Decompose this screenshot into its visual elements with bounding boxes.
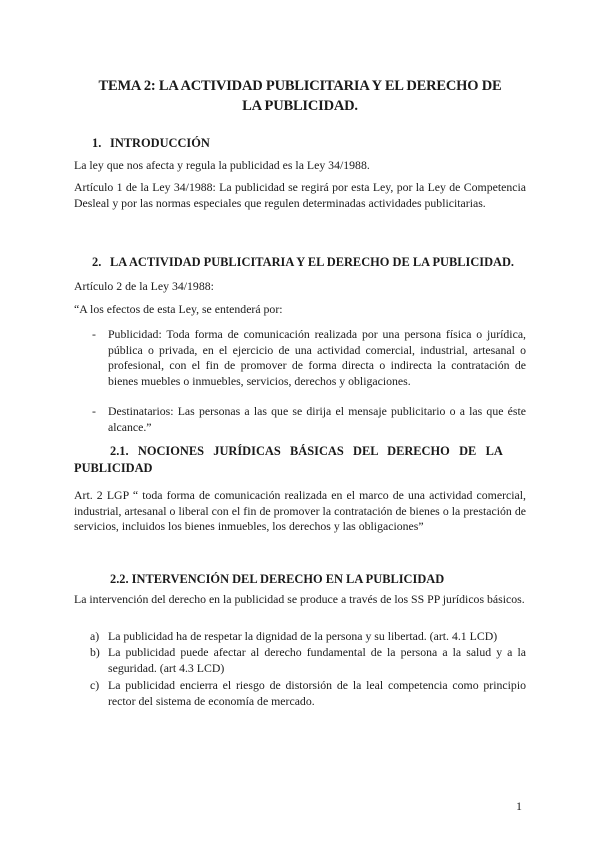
bullet-item-publicidad: Publicidad: Toda forma de comunicación realizada por una persona física o jurídica, pública o privada, en el ejercicio de una actividad comercial, industrial, artesanal o profesional, con el fin de promover de forma directa o indirecta la contratación de bienes muebles o inmuebles, servicios, derechos y obligaciones. [108,327,526,388]
bullet-marker-2: - [92,404,96,418]
list-item-c: La publicidad encierra el riesgo de distorsión de la leal competencia como principio rector del sistema de economía de mercado. [108,678,526,708]
section-1-paragraph-2: Artículo 1 de la Ley 34/1988: La publicidad se regirá por esta Ley, por la Ley de Competencia Desleal y por las normas especiales que regulen determinadas actividades publicitarias. [74,180,526,210]
section-2-2-heading: 2.2. INTERVENCIÓN DEL DERECHO EN LA PUBLICIDAD [110,572,445,586]
list-item-b: La publicidad puede afectar al derecho fundamental de la persona a la salud y a la seguridad. (art 4.3 LCD) [108,645,526,675]
section-1-heading: INTRODUCCIÓN [110,136,210,150]
page-number: 1 [516,799,522,813]
section-2-paragraph-2: “A los efectos de esta Ley, se entenderá por: [74,302,283,316]
bullet-item-destinatarios: Destinatarios: Las personas a las que se dirija el mensaje publicitario o a las que éste alcance.” [108,404,526,434]
bullet-marker-1: - [92,327,96,341]
section-1-paragraph-1: La ley que nos afecta y regula la publicidad es la Ley 34/1988. [74,158,370,172]
section-2-number: 2. [92,255,102,269]
list-marker-c: c) [90,678,100,692]
list-marker-a: a) [90,629,100,643]
section-2-1-heading-line-1: 2.1. NOCIONES JURÍDICAS BÁSICAS DEL DERECHO DE LA [110,444,503,458]
title-line-1: TEMA 2: LA ACTIVIDAD PUBLICITARIA Y EL DERECHO DE [98,78,502,94]
document-title [74,76,526,116]
list-marker-b: b) [90,645,100,659]
section-2-1-heading-line-2: PUBLICIDAD [74,461,153,475]
section-2-paragraph-1: Artículo 2 de la Ley 34/1988: [74,279,214,293]
section-2-1-paragraph: Art. 2 LGP “ toda forma de comunicación realizada en el marco de una actividad comercial, industrial, artesanal o liberal con el fin de promover la contratación de bienes o la prestación de servicios, incluidos los bienes inmuebles, los derechos y las obligaciones” [74,488,526,533]
section-2-heading: LA ACTIVIDAD PUBLICITARIA Y EL DERECHO DE LA PUBLICIDAD. [110,255,515,269]
section-1-number: 1. [92,136,102,150]
title-line-2: LA PUBLICIDAD. [242,98,358,114]
list-item-a: La publicidad ha de respetar la dignidad de la persona y su libertad. (art. 4.1 LCD) [108,629,498,643]
section-2-2-paragraph: La intervención del derecho en la publicidad se produce a través de los SS PP jurídicos básicos. [74,592,525,606]
